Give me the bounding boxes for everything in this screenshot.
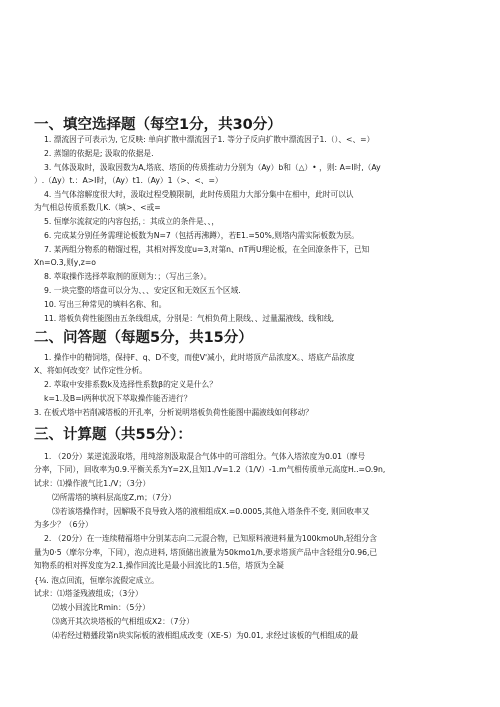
section1-heading: 一、填空选择题（每空1分，共30分） — [34, 117, 282, 133]
s2-line-1: 1. 操作中的精饲塔，保持F、q、D不变，而使V'减小，此时塔顶产品浓度X。、塔底产品浓度 — [44, 353, 355, 362]
section2-heading: 二、问答题（每题5分，共15分） — [34, 330, 253, 346]
s1-line-2: 2. 蒸馏的依据是; 汲取的依据是. — [44, 149, 154, 158]
s3-line-5: ⑶若该塔操作时，因解吸不良导致入塔的液相组成X.=0.0005,其他入塔条件不变, 则回收率又 — [52, 507, 370, 516]
s3-line-11: 试求：⑴塔釜残液组成；（3分） — [34, 589, 143, 598]
s3-line-13: ⑶离开其次块塔板的气相组成X2：（7分） — [52, 617, 194, 626]
s1-line-6: 为气相总传质系数几K.（填>、<或= — [34, 203, 161, 212]
s1-line-12: 9. 一块完整的塔盘可以分为、、、安定区和无效区五个区域. — [44, 286, 241, 295]
s1-line-11: 8. 萃取操作选择萃取剂的原则为：；（写出三条）。 — [44, 272, 212, 281]
s3-line-8: 量为0·5（摩尔分率，下同），泡点进料, 塔顶储出液量为50kmo1/h,要求塔顶产品中含轻组分0.96,已 — [34, 548, 378, 557]
s1-line-8: 6. 完成某分别任务需理论板数为N=7（包括再沸蹲），若E1.=50%,则塔内需实际板数为层。 — [44, 231, 359, 240]
s1-line-14: 11. 塔板负荷性能图由五条线组成，分别是：气相负荷上限线、、过量漏液线、线和线, — [44, 314, 335, 323]
s3-line-2: 分率，下同），回收率为0.9.平衡关系为Y=2X,且知1./V=1.2（1/V）-1.m气相传质单元高度H..=O.9n, — [34, 465, 386, 474]
s3-line-10: {⅛. 泡点回流，恒摩尔流假定成立。 — [34, 576, 159, 585]
s1-line-3: 3. 气体汲取时，汲取因数为A,塔底、塔顶的传质推动力分别为（Ay）b和（△）• ，则: A=I时,（Ay — [44, 163, 381, 172]
s1-line-9: 7. 某两组分物系的精馏过程，其相对挥发度u=3,对第n、nT两U理论板，在全回潦条件下，已知 — [44, 245, 370, 254]
s3-line-4: ⑵所需塔的填料层高度Z,m；（7分） — [52, 493, 176, 502]
s3-line-3: 试求：⑴操作液气比1./V；（3分） — [34, 479, 151, 488]
s3-line-7: 2. （20分）在一连续精福塔中分别某志向二元混合物，已知原料液进料量为100kmoUh,轻组分含 — [44, 534, 377, 543]
s2-line-4: k=1.及B=l两种状况下萃取操作能否进行？ — [44, 394, 192, 403]
section3-heading: 三、计算题（共55分）： — [34, 427, 192, 443]
s2-line-5: 3. 在板式塔中若削减塔板的开孔率，分析说明塔板负荷性能图中漏液线如何移动？ — [34, 408, 313, 417]
s3-line-1: 1. （20分）某逆流汲取塔，用纯溶剂汲取混合气体中的可溶组分。气体入塔浓度为0.01（摩号 — [44, 452, 366, 461]
s1-line-10: Xn=O.3,则y,z=o — [34, 258, 96, 267]
s3-line-12: ⑵坡小回流比Rmin：（5分） — [52, 603, 150, 612]
s3-line-14: ⑷若经过精播段第n块实际板的液相组成改变（XE-S）为0.01, 求经过该板的气相组成的最 — [52, 631, 359, 640]
s1-line-4: ）.（Δy）t.：A>I时，（Ay）t1.（Ay）1（>、<、=） — [34, 176, 223, 185]
s3-line-6: 为多少？（6分） — [34, 520, 93, 529]
s3-line-9: 知物系的相对挥发度为2.1,操作回流比是最小回流比的1.5倍，塔顶为全凝 — [34, 561, 284, 570]
s2-line-2: X、将如何改变？试作定性分析。 — [34, 366, 147, 375]
s1-line-7: 5. 恒摩尔流叙定的内容包括，：其成立的条件是、、， — [44, 217, 220, 226]
s1-line-13: 10. 写出三种常见的填料名称、和。 — [44, 300, 167, 309]
s1-line-5: 4. 当气体溶解度很大时，汲取过程受膜限制，此时传质阻力大部分集中在相中，此时可以认 — [44, 190, 354, 199]
s1-line-1: 1. 漂流因子可表示为, 它反映: 单向扩散中漂流因子1. 等分子反向扩散中漂流因子1.（）、<、=） — [44, 135, 375, 144]
s2-line-3: 2. 萃取中安排系数k及选择性系数β的定义是什么？ — [44, 380, 217, 389]
